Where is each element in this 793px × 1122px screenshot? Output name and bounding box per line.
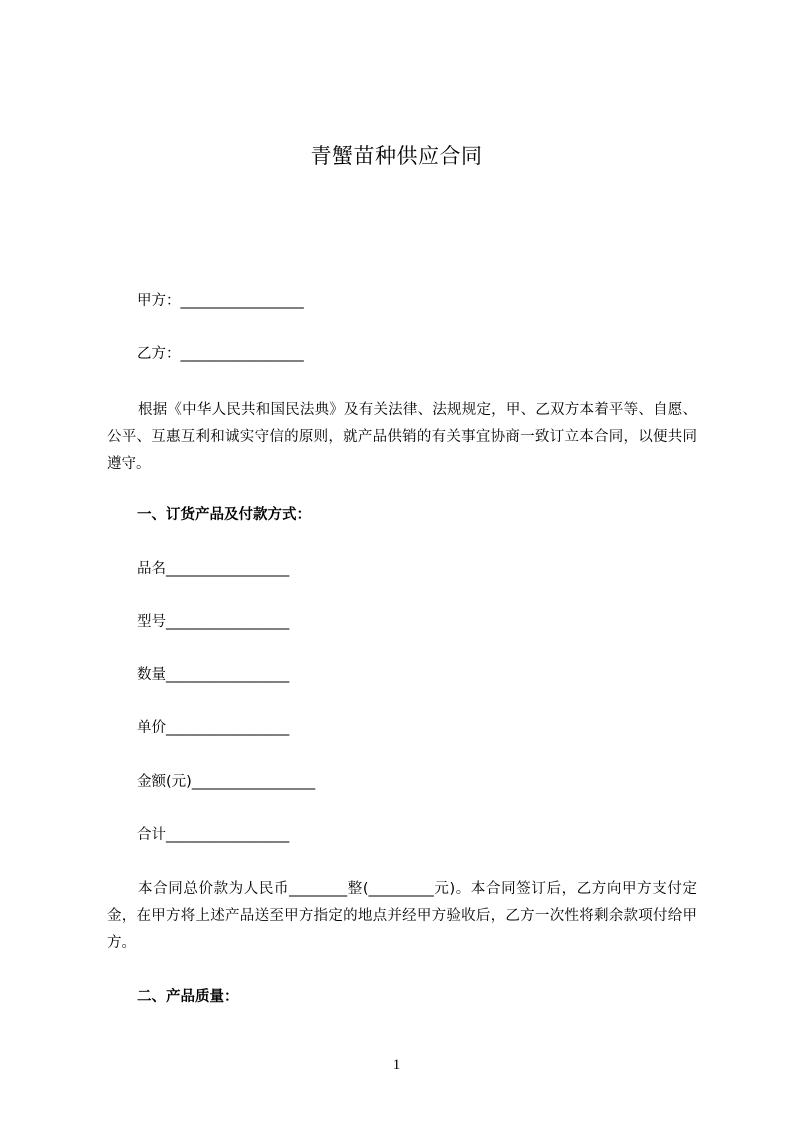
field-model: 型号_________________: [137, 614, 290, 630]
page-number: 1: [392, 1057, 401, 1073]
field-unit-price: 单价_________________: [137, 720, 290, 736]
section-1-heading: 一、订货产品及付款方式：: [137, 507, 311, 523]
field-quantity: 数量_________________: [137, 667, 290, 683]
document-title: 青蟹苗种供应合同: [310, 144, 483, 168]
field-product-name: 品名_________________: [137, 561, 290, 577]
payment-clause-paragraph: 本合同总价款为人民币________整(_________元)。本合同签订后，乙方向甲方支付定金，在甲方将上述产品送至甲方指定的地点并经甲方验收后，乙方一次性将剩余款项付给甲方。: [107, 881, 697, 951]
field-amount: 金额(元)_________________: [137, 774, 316, 790]
party-b-line: 乙方：_________________: [137, 346, 304, 362]
party-a-line: 甲方：_________________: [137, 293, 304, 309]
section-2-heading: 二、产品质量：: [137, 989, 239, 1005]
field-total: 合计_________________: [137, 827, 290, 843]
preamble-paragraph: 根据《中华人民共和国民法典》及有关法律、法规规定，甲、乙双方本着平等、自愿、公平、互惠互利和诚实守信的原则，就产品供销的有关事宜协商一致订立本合同，以便共同遵守。: [107, 402, 697, 472]
